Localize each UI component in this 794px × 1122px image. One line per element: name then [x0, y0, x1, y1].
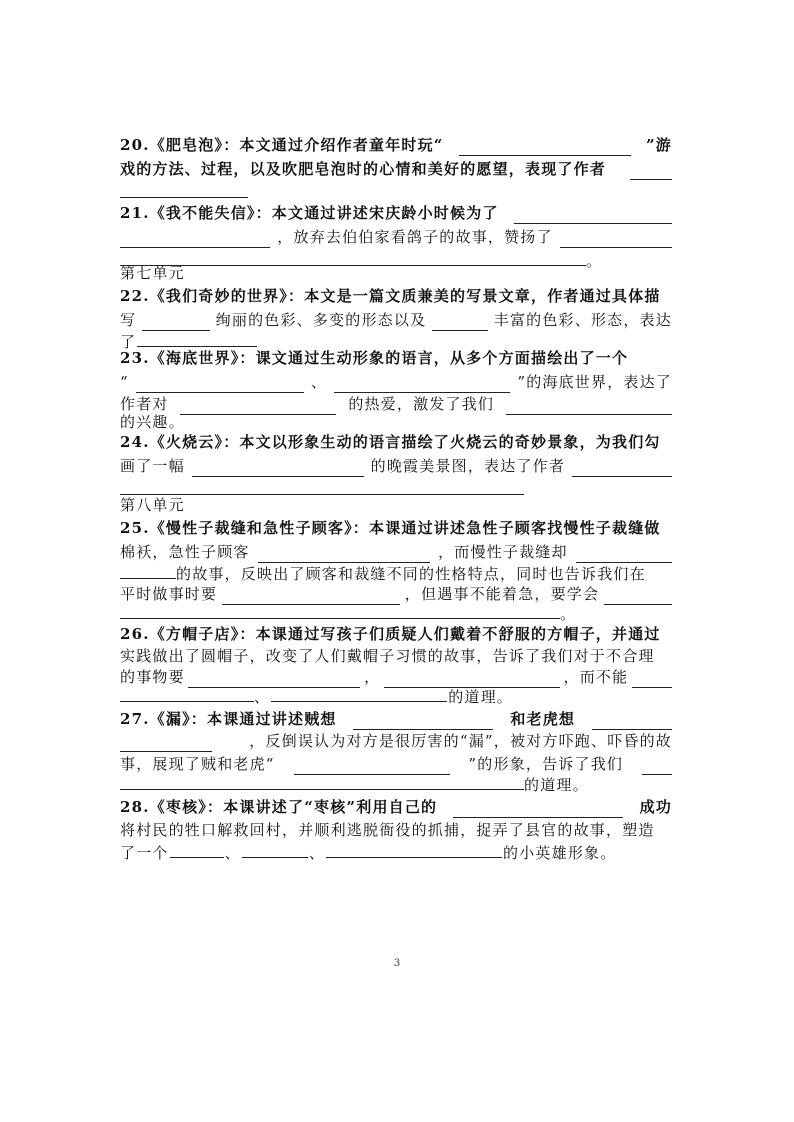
q22-line2	[120, 309, 672, 331]
q20-text-c: 戏的方法、过程，以及吹肥皂泡时的心情和美好的愿望，表现了作者	[120, 160, 607, 178]
q25-text-g: 。	[560, 605, 577, 623]
q26-line2	[120, 645, 672, 667]
q28-line1	[120, 796, 672, 818]
q23-text-c: 、	[311, 373, 328, 391]
q28-line3	[120, 842, 672, 864]
q25-blank-1[interactable]	[258, 547, 430, 563]
q25-blank-3[interactable]	[120, 563, 176, 579]
q27-text-b: 和老虎想	[510, 710, 576, 728]
q22-blank-1[interactable]	[142, 315, 210, 331]
q24-line2	[120, 455, 672, 477]
q22-text-d: 丰富的色彩、形态，表达	[493, 311, 672, 329]
q25-blank-2[interactable]	[576, 547, 672, 563]
q27-line4	[120, 774, 672, 796]
q26-blank-5[interactable]	[271, 686, 447, 702]
q25-text-f: ，但遇事不能着急，要学会	[404, 585, 600, 603]
q27-text-a: 27.《漏》：本课通过讲述贼想	[120, 710, 337, 728]
q25-text-b: 棉袄，急性子顾客	[120, 543, 250, 561]
q22-blank-2[interactable]	[432, 315, 488, 331]
q26-line4	[120, 686, 672, 708]
q25-text-c: ，而慢性子裁缝却	[438, 543, 568, 561]
q25-text-d: 的故事，反映出了顾客和裁缝不同的性格特点，同时也告诉我们在	[176, 565, 646, 583]
q25-line1	[120, 517, 672, 539]
q26-text-c: 的事物要	[120, 668, 185, 686]
q27-text-e: ”的形象，告诉了我们	[468, 755, 624, 773]
q27-line1	[120, 708, 672, 730]
q26-text-b: 实践做出了圆帽子，改变了人们戴帽子习惯的故事，告诉了我们对于不合理	[120, 647, 655, 665]
q20-blank-1[interactable]	[459, 140, 631, 156]
q20-line1	[120, 134, 672, 156]
q23-line4	[120, 411, 672, 433]
q21-blank-2[interactable]	[120, 232, 270, 248]
q28-text-c: 将村民的牲口解救回村，并顺利逃脱衙役的抓捕，捉弄了县官的故事，塑造	[120, 821, 655, 839]
q28-blank-4[interactable]	[326, 842, 502, 858]
q24-blank-2[interactable]	[572, 461, 672, 477]
q24-text-a: 24.《火烧云》：本文以形象生动的语言描绘了火烧云的奇妙景象，为我们勾	[120, 433, 661, 451]
q23-text-a: 23.《海底世界》：课文通过生动形象的语言，从多个方面描绘出了一个	[120, 349, 629, 367]
q28-text-a: 28.《枣核》：本课讲述了“枣核”利用自己的	[120, 798, 438, 816]
q20-text-a: 20.《肥皂泡》：本文通过介绍作者童年时玩“	[120, 136, 444, 154]
q21-text-a: 21.《我不能失信》：本文通过讲述宋庆龄小时候为了	[120, 204, 499, 222]
q21-text-b: ，放弃去伯伯家看鸽子的故事，赞扬了	[277, 228, 553, 246]
q21-line1	[120, 202, 672, 224]
q27-line2	[120, 730, 672, 752]
q26-text-d: ，	[364, 668, 381, 686]
q22-line1	[120, 285, 672, 307]
q23-blank-1[interactable]	[136, 377, 304, 393]
unit-7-heading	[120, 262, 672, 284]
page-number: 3	[393, 958, 401, 969]
q21-line2	[120, 226, 672, 248]
q23-text-e: 作者对	[120, 395, 169, 413]
q26-text-g: 的道理。	[448, 688, 514, 706]
q23-line1	[120, 347, 672, 369]
q26-blank-4[interactable]	[120, 686, 254, 702]
q25-text-a: 25.《慢性子裁缝和急性子顾客》：本课通过讲述急性子顾客找慢性子裁缝做	[120, 519, 661, 537]
q25-line2	[120, 541, 672, 563]
q24-blank-1[interactable]	[192, 461, 364, 477]
q23-line2	[120, 371, 672, 393]
q27-blank-2[interactable]	[592, 714, 672, 730]
q20-blank-2[interactable]	[630, 164, 672, 180]
q20-blank-3[interactable]	[120, 182, 248, 198]
q28-text-f: 、	[308, 844, 326, 862]
q27-blank-5[interactable]	[642, 759, 672, 775]
q28-blank-2[interactable]	[170, 842, 224, 858]
q28-text-b: 成功	[639, 798, 672, 816]
q21-blank-1[interactable]	[514, 208, 672, 224]
q24-line1	[120, 431, 672, 453]
q24-text-b: 画了一幅	[120, 457, 185, 475]
q26-line1	[120, 623, 672, 645]
q23-text-g: 的兴趣。	[120, 413, 185, 431]
q20-line3	[120, 182, 672, 204]
q27-blank-4[interactable]	[294, 759, 450, 775]
q23-text-f: 的热爱，激发了我们	[348, 395, 495, 413]
q25-text-e: 平时做事时要	[120, 585, 218, 603]
q23-text-b: “	[120, 373, 129, 391]
q26-line3	[120, 666, 672, 688]
q21-blank-3[interactable]	[560, 232, 672, 248]
q27-text-c: ，反倒误认为对方是很厉害的“漏”，被对方吓跑、吓昏的故	[249, 732, 672, 750]
q26-text-e: ，而不能	[563, 668, 629, 686]
q25-blank-6[interactable]	[120, 603, 560, 619]
q25-line4	[120, 583, 672, 605]
q28-blank-3[interactable]	[242, 842, 308, 858]
q22-text-a: 22.《我们奇妙的世界》：本文是一篇文质兼美的写景文章，作者通过具体描	[120, 287, 661, 305]
q22-text-b: 写	[120, 311, 137, 329]
q26-text-f: 、	[254, 688, 271, 706]
q21-text-c: 。	[586, 252, 603, 270]
q28-text-d: 了一个	[120, 844, 169, 862]
q24-text-c: 的晚霞美景图，表达了作者	[370, 457, 566, 475]
q22-blank-3[interactable]	[137, 331, 257, 347]
q28-blank-1[interactable]	[453, 802, 623, 818]
q28-text-g: 的小英雄形象。	[503, 844, 617, 862]
q27-blank-1[interactable]	[353, 714, 493, 730]
q20-line2	[120, 158, 672, 180]
q24-blank-3[interactable]	[120, 479, 524, 495]
q27-line3	[120, 753, 672, 775]
q22-text-c: 绚丽的色彩、多变的形态以及	[215, 311, 427, 329]
unit-8-heading	[120, 494, 672, 516]
q25-line3	[120, 563, 672, 585]
q26-text-a: 26.《方帽子店》：本课通过写孩子们质疑人们戴着不舒服的方帽子，并通过	[120, 625, 661, 643]
q27-text-f: 的道理。	[524, 776, 589, 794]
q28-line2	[120, 819, 672, 841]
q23-blank-2[interactable]	[334, 377, 510, 393]
unit-8-label: 第八单元	[120, 496, 185, 514]
q20-text-b: ”游	[645, 136, 672, 154]
q28-text-e: 、	[224, 844, 241, 862]
q25-line5	[120, 603, 672, 625]
q27-blank-3[interactable]	[120, 736, 212, 752]
unit-7-label: 第七单元	[120, 264, 185, 282]
q23-text-d: ”的海底世界，表达了	[517, 373, 672, 391]
q27-blank-6[interactable]	[120, 774, 524, 790]
q22-text-e: 了	[120, 333, 137, 351]
q27-text-d: 事，展现了贼和老虎“	[120, 755, 275, 773]
